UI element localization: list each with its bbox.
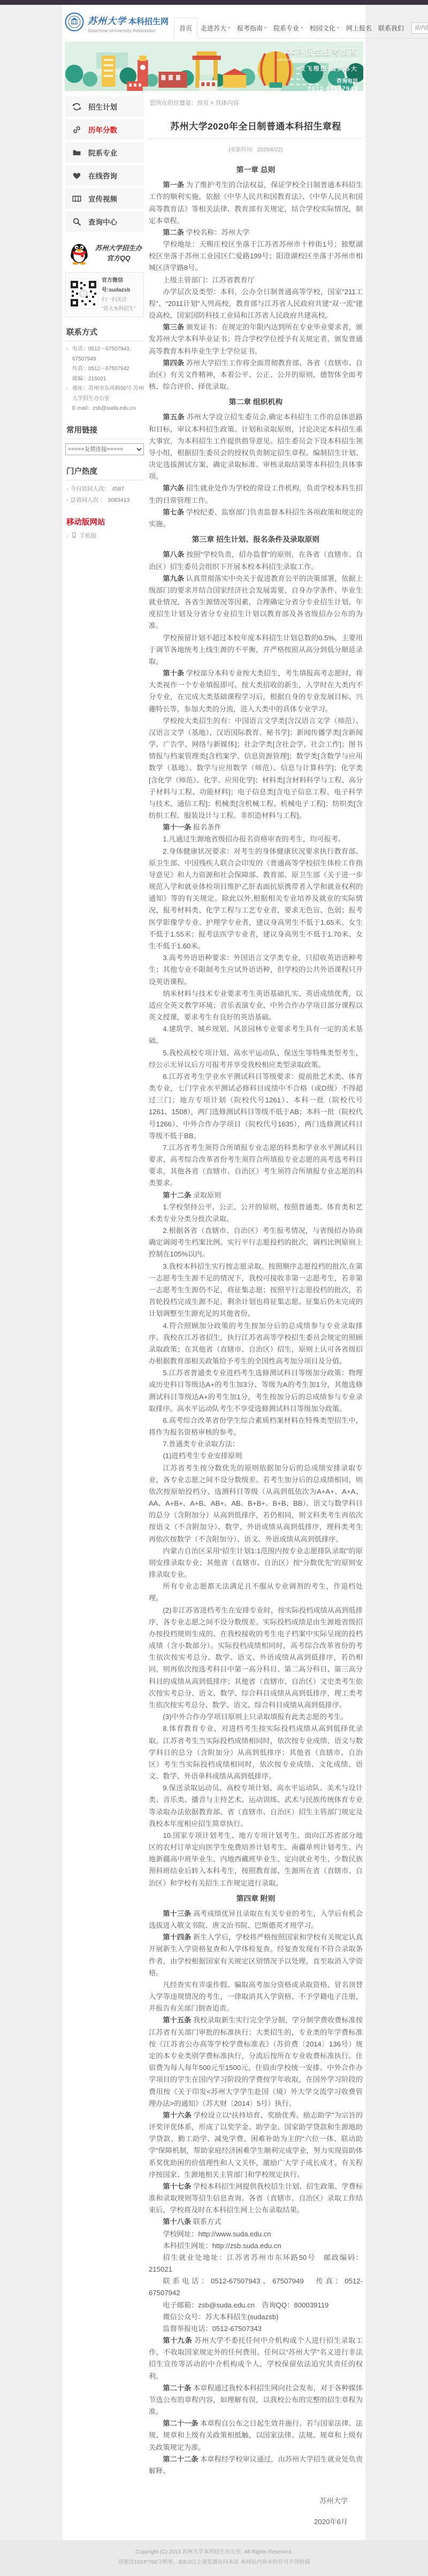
article-clause-number: 第八条	[163, 550, 187, 559]
article-paragraph: 学校网址：http://www.suda.edu.cn	[163, 2229, 271, 2238]
video-icon	[72, 194, 81, 203]
article-paragraph: 第十二条 录取原则	[163, 1191, 221, 1199]
sidebar-item-scores[interactable]	[65, 119, 144, 140]
nav-item-about[interactable]	[197, 18, 234, 38]
stat-value: 3083413	[108, 496, 130, 503]
list-bullet: ›	[66, 485, 68, 492]
article-paragraph: 监督举报电话：0512-67507343	[163, 2324, 262, 2333]
qq-contact-block[interactable]	[65, 234, 144, 272]
article-paragraph: 凡经查实有弄虚作假、骗取高考加分资格或录取资格、冒名顶替入学等违规情况的考生，一律取消其入学资格、不予学籍电子注册，并报告有关部门倒查追责。	[149, 1980, 363, 2013]
sidebar-item-label: 在线咨询	[88, 172, 117, 180]
sidebar-item-majors[interactable]	[65, 142, 144, 163]
banner-text-block	[277, 47, 358, 91]
article-clause-number: 第十条	[163, 669, 186, 678]
article-clause-number: 第七条	[163, 508, 186, 516]
article-paragraph: 3.高考外语语种要求：外国语言文学类专业，只招收英语语种考生；其他专业不限制考生应试外语语种，但学校的公共外语课程只开设英语课程。	[149, 954, 363, 986]
visit-stat-line	[66, 495, 144, 506]
contact-line	[66, 404, 144, 414]
mobile-version-link[interactable]	[65, 528, 144, 541]
list-bullet	[66, 374, 70, 385]
article-clause-number: 第四条	[163, 358, 186, 367]
nav-item-label: 首页	[179, 25, 193, 32]
list-bullet: ›	[66, 346, 68, 352]
article-clause-number: 第九条	[163, 574, 186, 582]
chevron-down-icon: ▼	[264, 27, 267, 30]
qq-title-line1: 苏州大学招生办	[95, 244, 142, 252]
article-clause-number: 第二十一条	[163, 2419, 201, 2428]
phone-icon	[71, 531, 77, 541]
signature-line: 2020年6月	[314, 2518, 348, 2526]
sidebar-item-label: 历年分数	[88, 126, 117, 134]
nav-item-guide[interactable]	[234, 18, 270, 38]
page-title: 苏州大学2020年全日制普通本科招生章程	[170, 121, 341, 132]
article-paragraph: 2.根据各省（直辖市、自治区）考生报考情况，与省级招办协商确定调阅考生档案比例。实行平行志愿投档的批次，调档比例原则上控制在105%以内。	[149, 1226, 363, 1259]
article-paragraph: 5.江苏省普通类专业进档考生选修测试科目等级加分政策：物理或历史科目等级达A+的考生加3分、等级为A的考生加1分，其他选修测试科目等级达A+的考生加1分，考生按加分后的总成绩参与专业录取排序。高水平运动队考生不享受选修测试科目等级加分政策。	[149, 1369, 363, 1413]
article-paragraph: 1.学校坚持公平、公正、公开的原则，按照普通类、体育类和艺术类专业分类分批次录取。	[149, 1202, 363, 1223]
article-paragraph: 第六条 招生就业处作为学校的常设工作机构，负责学校本科生招生的日常管理工作。	[149, 484, 363, 504]
article-paragraph: 10.国家专项计划考生、地方专项计划考生、面向江苏省部分地区的农村订单定向医学生免费培养计划考生、南疆单列计划考生、内地新疆高中班毕业生、内地西藏班毕业生、定向就业考生、少数民族预科班结业后转入本科考生，按照教育部、生源所在省（直辖市、自治区）和学校有关招生工作规定进行录取。	[149, 1831, 363, 1887]
article-paragraph: 第八条 按照“学校负责，招办监督”的原则，在各省（直辖市、自治区）招生委员会组织下开展本校本科招生录取工作。	[149, 550, 363, 571]
article-paragraph: 2.身体健康状况要求：对考生的身体健康状况要求执行教育部、原卫生部、中国残疾人联合会印发的《普通高等学校招生体检工作指导意见》和人力资源和社会保障部、教育部、原卫生部《关于进一步规范入学和就业体检项目维护乙肝表面抗原携带者入学和就业权利的通知》等的有关规定。除此以外,根据相关专业培养及就业的实际情况，报考材料类、化学工程与工艺专业者，要求无色盲、色弱；报考医学影像学专业、护理学专业者，建议身高男生不低于1.65米、女生不低于1.55米；报考法医学专业者，建议身高男生不低于1.70米、女生不低于1.60米。	[149, 847, 363, 950]
article-paragraph: 办学层次及类型：本科，公办全日制普通高等学校，国家“211工程”、“2011计划”入列高校，教育部与江苏省人民政府共建“双一流”建设高校、国家国防科技工业局和江苏省人民政府共建高校。	[149, 287, 363, 320]
chapter-heading: 第一章 总则	[236, 166, 276, 174]
stat-label: 总访问人次 ：	[70, 496, 106, 503]
article-paragraph: 6.高考综合改革省份学生综合素质档案材料在特殊类型招生中，将作为报名资格审核的参考。	[149, 1416, 363, 1437]
article-paragraph: 第十七条 学校本科招生网提供我校招生计划、招生政策、学费标准和录取规则等招生信息查询。各省（直辖市、自治区）录取工作结束后，学校将及时在本科招生网上公布录取结果。	[149, 2182, 363, 2214]
logo-sub-text: 本科招生网	[128, 17, 169, 26]
article-paragraph: 第二条 学校名称：苏州大学	[163, 228, 250, 236]
article-paragraph: 第二十二条 本章程经学校审议通过，由苏州大学招生就业处负责解释。	[149, 2455, 363, 2475]
banner-slogan: 放飞理想·圆梦苏大	[299, 66, 358, 72]
article-clause-number: 第十五条	[163, 2016, 193, 2025]
links-section-title: 常用链接	[65, 419, 144, 439]
list-bullet	[66, 404, 70, 414]
article-clause-number: 第十八条	[163, 2218, 193, 2226]
chapter-heading: 第二章 组织机构	[228, 398, 283, 407]
site-logo[interactable]	[65, 12, 169, 39]
article-paragraph: 第五条 苏州大学设立招生委员会,确定本科招生工作的总体思路和目标，审议本科招生政策、计划和录取原则，讨论决定本科招生重大事宜，为本科招生工作提供指导意见。招生委员会下设本科招生领导小组，根据招生委员会的授权负责制定招生章程、编制招生计划、决定选拔测试方案、确定录取标准、审核录取结果等本科招生具体事项。	[149, 413, 363, 481]
list-bullet	[66, 364, 70, 374]
wechat-qr-code	[68, 279, 98, 311]
wechat-tip1: 扫一扫关注	[102, 297, 127, 303]
wechat-block	[65, 272, 144, 317]
article-paragraph: 江苏省考生按分数优先的原则依据加分后的总成绩安排录取专业，各专业志愿之间不设分数级差。若考生加分后的总成绩相同，则依次按原始投档分、选测科目等级（从高到低依次为A+A+、A+A、AA、A+B+、A+B、AB+、AB、B+B+、B+B、BB）、语文与数学科目的总分（含附加分）从高到低排序，若仍相同，则文科类考生再依次按语文（不含附加分）、数学、外语成绩从高到低排序，理科类考生再依次按数学（不含附加分）、语文、外语成绩从高到低排序。	[149, 1463, 363, 1543]
sidebar-item-query[interactable]	[65, 211, 144, 232]
admission-banner-image	[65, 42, 363, 91]
article-paragraph: 7.普通类专业录取方法：	[163, 1440, 240, 1448]
folder-icon	[72, 148, 81, 157]
article-paragraph: 8.体育教育专业，对进档考生按实际投档成绩从高到低择优录取。江苏省考生当实际投档成绩相同时，依次按专业成绩、语文与数学科目的总分（含附加分）从高到低排序；其他省（直辖市、自治区）考生当实际投档成绩相同时，依次按专业成绩、文化成绩、语文、数学、外语单科成绩从高到低排序。	[149, 1724, 363, 1781]
article-paragraph: 4.符合照顾加分政策的考生按加分后的总成绩参与专业录取排序。我校在江苏省招生，执行江苏省高等学校招生委员会规定的照顾录取政策；在其他省（直辖市、自治区）招生，原则上认可各省级招办根据教育部相关政策给予考生的全国性高考加分项目及分值。	[149, 1321, 363, 1366]
main-nav	[174, 18, 407, 38]
list-bullet: ›	[66, 386, 68, 392]
nav-item-label: 报考指南	[237, 24, 263, 32]
logo-en-text: Soochow University Admission	[88, 28, 156, 33]
contact-line	[66, 364, 144, 374]
article-paragraph: 学校按大类招生的有：中国语言文学类[含汉语言文学（师范）、汉语言文学（基地）、汉语国际教育、秘书学]；新闻传播学类[含新闻学、广告学、网络与新媒体]；社会学类[含社会学、社会工作]；图书情报与档案管理类[含档案学、信息资源管理]；数学类[含数学与应用数学（基地）、数学与应用数学（师范）、信息与计算科学]；化学类[含化学（师范）、化学、应用化学]；材料类[含材料科学与工程、高分子材料与工程、功能材料]；电子信息类[含电子信息工程、电子科学与技术、通信工程]；机械类[含机械工程、机械电子工程]；纺织类[含纺织工程、服装设计与工程、非织造材料与工程]。	[149, 716, 363, 820]
article-clause-number: 第一条	[163, 181, 186, 189]
logo-cn-text: 苏州大学	[88, 16, 126, 27]
article-clause-number: 第十三条	[163, 1909, 193, 1918]
nav-item-culture[interactable]	[307, 18, 343, 38]
article-clause-number: 第十六条	[163, 2111, 194, 2119]
chevron-down-icon: ▼	[300, 27, 303, 30]
article-clause-number: 第十九条	[163, 2336, 195, 2345]
visit-stat-line	[66, 484, 144, 495]
nav-item-apply[interactable]	[343, 18, 375, 38]
article-paragraph: (2)非江苏省进档考生在安排专业时，按实际投档成绩从高到低排序，各专业志愿之间不设分数级差。实际投档成绩是由生源地省级招办按投档规则生成的、在我校接收的考生电子档案中实际呈现的投档成绩（含小数部分）。实际投档成绩相同时，高考综合改革省份的考生依次按实考总分、数学、语文、外语成绩从高到低排序，若仍相同，则再依次按选考科目中第一高分科目、第二高分科目、第三高分科目的成绩从高到低排序；其他省（直辖市、自治区）文史类考生依次按实考总分、语文、数学、综合科目成绩从高到低排序，理工类考生依次按实考总分、数学、语文、综合科目成绩从高到低排序。	[149, 1606, 363, 1709]
wechat-tip2: “苏大本科招生”	[102, 306, 136, 312]
article-paragraph: 第十三条 高考成绩优异且录取在有关专业的考生，入学后有机会选拔进入敬文书院、唐文治书院、巴斯德英才班学习。	[149, 1909, 363, 1930]
article-paragraph: 第一条 为了维护考生的合法权益，保证学校全日制普通本科招生工作的顺利实施，依据《中华人民共和国教育法》、《中华人民共和国高等教育法》等相关法律、教育部有关规定，结合学校实际情况，制定本章程。	[149, 181, 363, 225]
mobile-site-title: 移动版网站	[66, 518, 105, 527]
nav-item-departments[interactable]	[270, 18, 307, 38]
site-footer	[0, 2540, 428, 2576]
article-paragraph: 第十条 学校部分本科专业按大类招生，考生填报高考志愿时，将大类视作一个专业填报即可。按大类招收的新生，入学时在大类内不分专业，在完成大类基础课程学习后，根据自身的专业发展目标、兴趣特长等，参加大类的分流，进入大类中的具体专业学习。	[149, 669, 363, 713]
contact-line	[66, 344, 144, 364]
contact-section-title: 联系方式	[65, 321, 144, 341]
article-paragraph: 第十九条 苏州大学不委托任何中介机构或个人进行招生录取工作，不收取国家规定外的任何费用。任何以“苏州大学”名义进行非法招生宣传等活动的中介机构或个人，学校保留依法追究其责任的权利。	[149, 2336, 363, 2380]
top-accent-bar	[0, 0, 428, 5]
stat-label: 今日访问人次：	[70, 485, 110, 492]
article-clause-number: 第二十二条	[163, 2455, 201, 2463]
article-clause-number: 第五条	[163, 413, 187, 421]
nav-item-home[interactable]	[174, 18, 197, 39]
contact-line-text: 邮编：215021	[72, 375, 106, 382]
stat-value: 4587	[112, 485, 125, 492]
article-paragraph: 联系电话：0512-67507943、67507949 传真：0512-67507942	[149, 2277, 363, 2297]
contact-line-text: 电话：0512－67507943，67507949	[72, 346, 135, 362]
article-paragraph: 第十五条 我校录取新生实行完全学分制，学分制学费收费标准按江苏省有关部门审批的标准执行；大类招生的，专业类的年学费标准按《江苏省公办高等学校学费标准表》（苏价费〔2014〕136号）规定的本专业类别学费标准执行，分流后按所在专业收费标准执行。住宿费为每人每年500元至1500元，住宿由学校统一安排。中外合作办学项目的学生在国内学习阶段的学费按学年收取，在国外学习阶段的费用按《关于印发<苏州大学学生赴国（境）外大学交流学习收费管理办法>的通知》（苏大财〔2014〕5号）执行。	[149, 2016, 363, 2107]
article-paragraph: 第二十一条 本章程自公布之日起生效并施行。若与国家法律、法规、规章和上级有关政策相抵触，以国家法律、法规、规章和上级有关政策规定为准。	[149, 2419, 363, 2451]
nav-item-label: 联系我们	[378, 24, 404, 32]
link-icon	[72, 125, 81, 134]
breadcrumb: 您所在的位置是：首页 > 具体内容	[150, 100, 239, 106]
qq-title-line2: 官方QQ	[106, 254, 131, 262]
article-paragraph: 第二十条 本章程通过我校本科招生网向社会发布，对于各种媒体节选公布的章程内容，如理解有误，以我校公布的完整的招生章程为准。	[149, 2383, 363, 2416]
article-paragraph: 内蒙古自治区采用“招生计划1:1范围内按专业志愿排队录取”的原则安排录取专业；其他省（直辖市、自治区）按“分数优先”的原则安排录取专业。	[149, 1546, 363, 1579]
sidebar	[65, 96, 144, 541]
article-clause-number: 第十七条	[163, 2182, 193, 2190]
wechat-account: 官方微信号:sudazsb	[102, 278, 131, 293]
university-seal-icon	[65, 12, 84, 34]
banner-title: 本科招生报考指南	[287, 49, 358, 57]
sidebar-item-consult[interactable]	[65, 165, 144, 186]
main-content	[149, 96, 363, 2526]
chevron-down-icon: ▼	[227, 27, 231, 30]
banner-phone-number: 0512-67507943	[308, 86, 358, 91]
article-clause-number: 第十一条	[163, 823, 193, 832]
nav-item-label: 校园文化	[309, 24, 335, 32]
article-paragraph: 第十六条 学校设立以“扶持培育、奖励优秀、励志助学”为宗旨的评奖评优体系，形成了以奖学金、助学金、国家助学贷款和生源地助学贷款、勤工助学、减免学费、困难补助为主的“六位一体、联动助学”保障机制，帮助家庭经济困难学生顺利完成学业，努力实现资助体系奖优助困的价值理性和人文关怀，激励广大学子成长成才。有关程序按国家、生源地相关主管部门和学校规定执行。	[149, 2111, 363, 2179]
copyright-line: Copyright (C) 2013 苏州大学本科招生办公室. All Rights Reserved.	[135, 2549, 293, 2556]
chevron-down-icon: ▼	[336, 27, 340, 30]
banner-phone-label: 咨询电话	[337, 79, 358, 85]
chapter-heading: 第三章 招生计划、报名条件及录取原则	[192, 535, 320, 544]
contact-line	[66, 374, 144, 385]
article-paragraph: 微信公众号：苏大本科招生(sudazsb)	[163, 2312, 279, 2321]
article-clause-number: 第二十条	[163, 2383, 193, 2392]
list-bullet: ›	[66, 496, 68, 503]
banner-subtitle: UNDERGRADUATE ADMISSION BROCHURE	[277, 58, 358, 62]
article-paragraph: 本科招生网址：http://zsb.suda.edu.cn	[163, 2241, 281, 2250]
article-paragraph: 电子邮箱：zsb@suda.edu.cn 咨询QQ：800039119	[163, 2301, 329, 2309]
sidebar-menu	[65, 96, 144, 232]
nav-item-label: 院系专业	[273, 24, 299, 32]
article-clause-number: 第六条	[163, 484, 186, 493]
article-paragraph: 第十四条 新生入学后，学校将严格按照国家和学校有关规定认真开展新生入学资格复查和入学体检复查。经复查发现有不符合录取条件者，由学校根据国家有关规定区别情况予以处理，直至取消入学资格。	[149, 1933, 363, 1977]
site-header	[63, 5, 404, 39]
visit-stats	[65, 480, 144, 507]
article-paragraph: 第十一条 报名条件	[163, 823, 221, 832]
article-clause-number: 第二条	[163, 228, 186, 236]
article-clause-number: 第十二条	[163, 1191, 193, 1199]
article-paragraph: 6.江苏省考生学业水平测试科目等级要求：提前批艺术类、体育类专业，七门学业水平测试必修科目成绩中不合格（或D级）不得超过三门；地方专项计划（院校代号1261）、本科一批（院校代号1261、1508），两门选修测试科目等级不低于AB；本科一批（院校代号1266）、中外合作办学项目（院校代号1635），两门选修测试科目等级不低于BB。	[149, 1072, 363, 1140]
signature-line: 苏州大学	[319, 2497, 348, 2505]
article-paragraph: 第三条 颁发证书：在规定的年限内达到所在专业毕业要求者，颁发苏州大学本科毕业证书；符合学校学位授予有关规定者，颁发普通高等教育本科毕业生学士学位证书。	[149, 323, 363, 355]
mobile-link-label: 手机版	[79, 533, 96, 540]
article-clause-number: 第十四条	[163, 1933, 193, 1942]
contact-line-text: 地址：苏州市东环路50号 苏州大学招生办公室	[72, 386, 144, 402]
heart-icon	[72, 171, 81, 180]
search-input[interactable]	[411, 22, 428, 34]
sidebar-item-label: 查询中心	[88, 218, 117, 226]
article-paragraph: 第七条 学校纪委、监察部门负责监督本科招生各项政策和规定的实施。	[149, 508, 363, 528]
qq-penguin-icon	[67, 239, 91, 267]
search-icon	[72, 217, 81, 226]
sidebar-item-label: 院系专业	[88, 149, 117, 157]
article-paragraph: 1.凡通过生源地省级招办报名资格审查的考生，均可报考。	[163, 835, 346, 844]
contact-line-text: E-mail：zsb@suda.edu.cn	[72, 405, 136, 412]
article-paragraph: 上级主管部门：江苏省教育厅	[163, 275, 255, 284]
list-bullet: ›	[66, 532, 68, 539]
article-paragraph: 第九条 认真贯彻落实中央关于促进教育公平的决策部署，依据上级部门的要求并结合国家经济社会发展需要、自身办学条件、毕业生就业情况、各省生源情况等因素，合理确定分省分专业招生计划。年度招生计划及分省分专业招生计划以教育部及各省级招办公布的为准。	[149, 574, 363, 630]
contact-line	[66, 384, 144, 404]
article-paragraph: 招生就业处地址：江苏省苏州市东环路50号 邮政编码：215021	[149, 2253, 363, 2274]
article-body	[149, 164, 363, 2477]
article-paragraph: (1)进档考生专业安排原则	[163, 1452, 242, 1460]
article-paragraph: 纳米材料与技术专业要求考生英语基础扎实、英语成绩优秀，以适应全英文教学环境；音乐表演专业、中外合作办学项目部分课程以英文授课，要求考生有良好的英语基础。	[149, 989, 363, 1022]
article-paragraph: 第四条 苏州大学招生工作将全面贯彻教育部、各省（直辖市、自治区）有关文件精神，本着公平、公正、公开的原则，德智体全面考核、综合评价、择优录取。	[149, 358, 363, 391]
browser-notice-line: 请使用1024*768分辨率、IE8.0以上浏览器访问本站 本网站内容未经许可不得转载	[118, 2559, 310, 2566]
nav-item-contact[interactable]	[375, 18, 407, 38]
sidebar-item-video[interactable]	[65, 188, 144, 209]
contact-line-text: 传真：0512－67507942	[72, 366, 129, 372]
site-search	[411, 18, 428, 38]
sidebar-item-label: 宣传视频	[88, 195, 117, 203]
article-paragraph: 9.保送录取运动员、高校专项计划、高水平运动队、美术与设计类、音乐类、播音与主持艺术、运动训练、武术与民族传统体育专业等录取办法依据教育部、省（直辖市、自治区）招生主管部门规定及我校本年度相应招生简章执行。	[149, 1784, 363, 1828]
article-paragraph: 3.我校本科招生实行按志愿录取。按照顺序志愿投档的批次,在第一志愿考生生源不足的情况下，我校可接收非第一志愿考生，若非第一志愿考生生源仍不足，将征集志愿；按照平行志愿投档的批次，若首轮投档完成生源不足，剩余计划也将征集志愿。征集后仍未完成的计划调整至生源充足的其他省份。	[149, 1262, 363, 1318]
stats-section-title: 门户热度	[65, 461, 144, 480]
article-paragraph: (3)中外合作办学项目原则上只录取填报有此类志愿的考生。	[163, 1713, 348, 1721]
refresh-icon	[72, 102, 81, 111]
contact-lines	[65, 341, 144, 415]
page-container	[63, 5, 404, 2540]
sidebar-item-label: 招生计划	[88, 103, 117, 111]
chapter-heading: 第四章 附则	[236, 1894, 276, 1903]
nav-item-label: 走进苏大	[201, 24, 227, 32]
article-paragraph: 所有专业志愿都无法满足且不服从专业调剂的考生，作退档处理。	[149, 1582, 363, 1603]
article-paragraph: 学校预留计划不超过本校年度本科招生计划总数的0.5%，主要用于调节各地统考上线生源的不平衡，并严格按照从高分到低分顺延录取。	[149, 633, 363, 665]
article-paragraph: 4.建筑学、城乡规划、风景园林专业要求考生具有一定的美术基础。	[149, 1025, 363, 1045]
article-clause-number: 第三条	[163, 323, 186, 332]
article-paragraph: 第十八条 联系方式	[163, 2218, 221, 2226]
friend-links-select[interactable]	[65, 443, 144, 455]
article-signature	[149, 2495, 348, 2526]
update-time: (更新时间：2020/6/22)	[228, 147, 283, 153]
article-paragraph: 5.我校高校专项计划、高水平运动队、保送生等特殊类型考生，经公示无异议后方可报考并享受我校相应类型录取政策。	[149, 1048, 363, 1069]
nav-item-label: 网上报名	[346, 24, 372, 32]
sidebar-item-plan[interactable]	[65, 96, 144, 117]
article-paragraph: 学校地址：天赐庄校区坐落于江苏省苏州市十梓街1号；独墅湖校区坐落于苏州工业园区仁爱路199号；阳澄湖校区坐落于苏州市相城区济学路8号。	[149, 240, 363, 272]
article-paragraph: 7.江苏省考生须符合所填报专业志愿的科类和学业水平测试科目要求，高考综合改革省份考生须符合所填报专业志愿的高考选考科目要求，其他各省（直辖市、自治区）考生须符合所填报专业志愿的科类要求。	[149, 1143, 363, 1187]
